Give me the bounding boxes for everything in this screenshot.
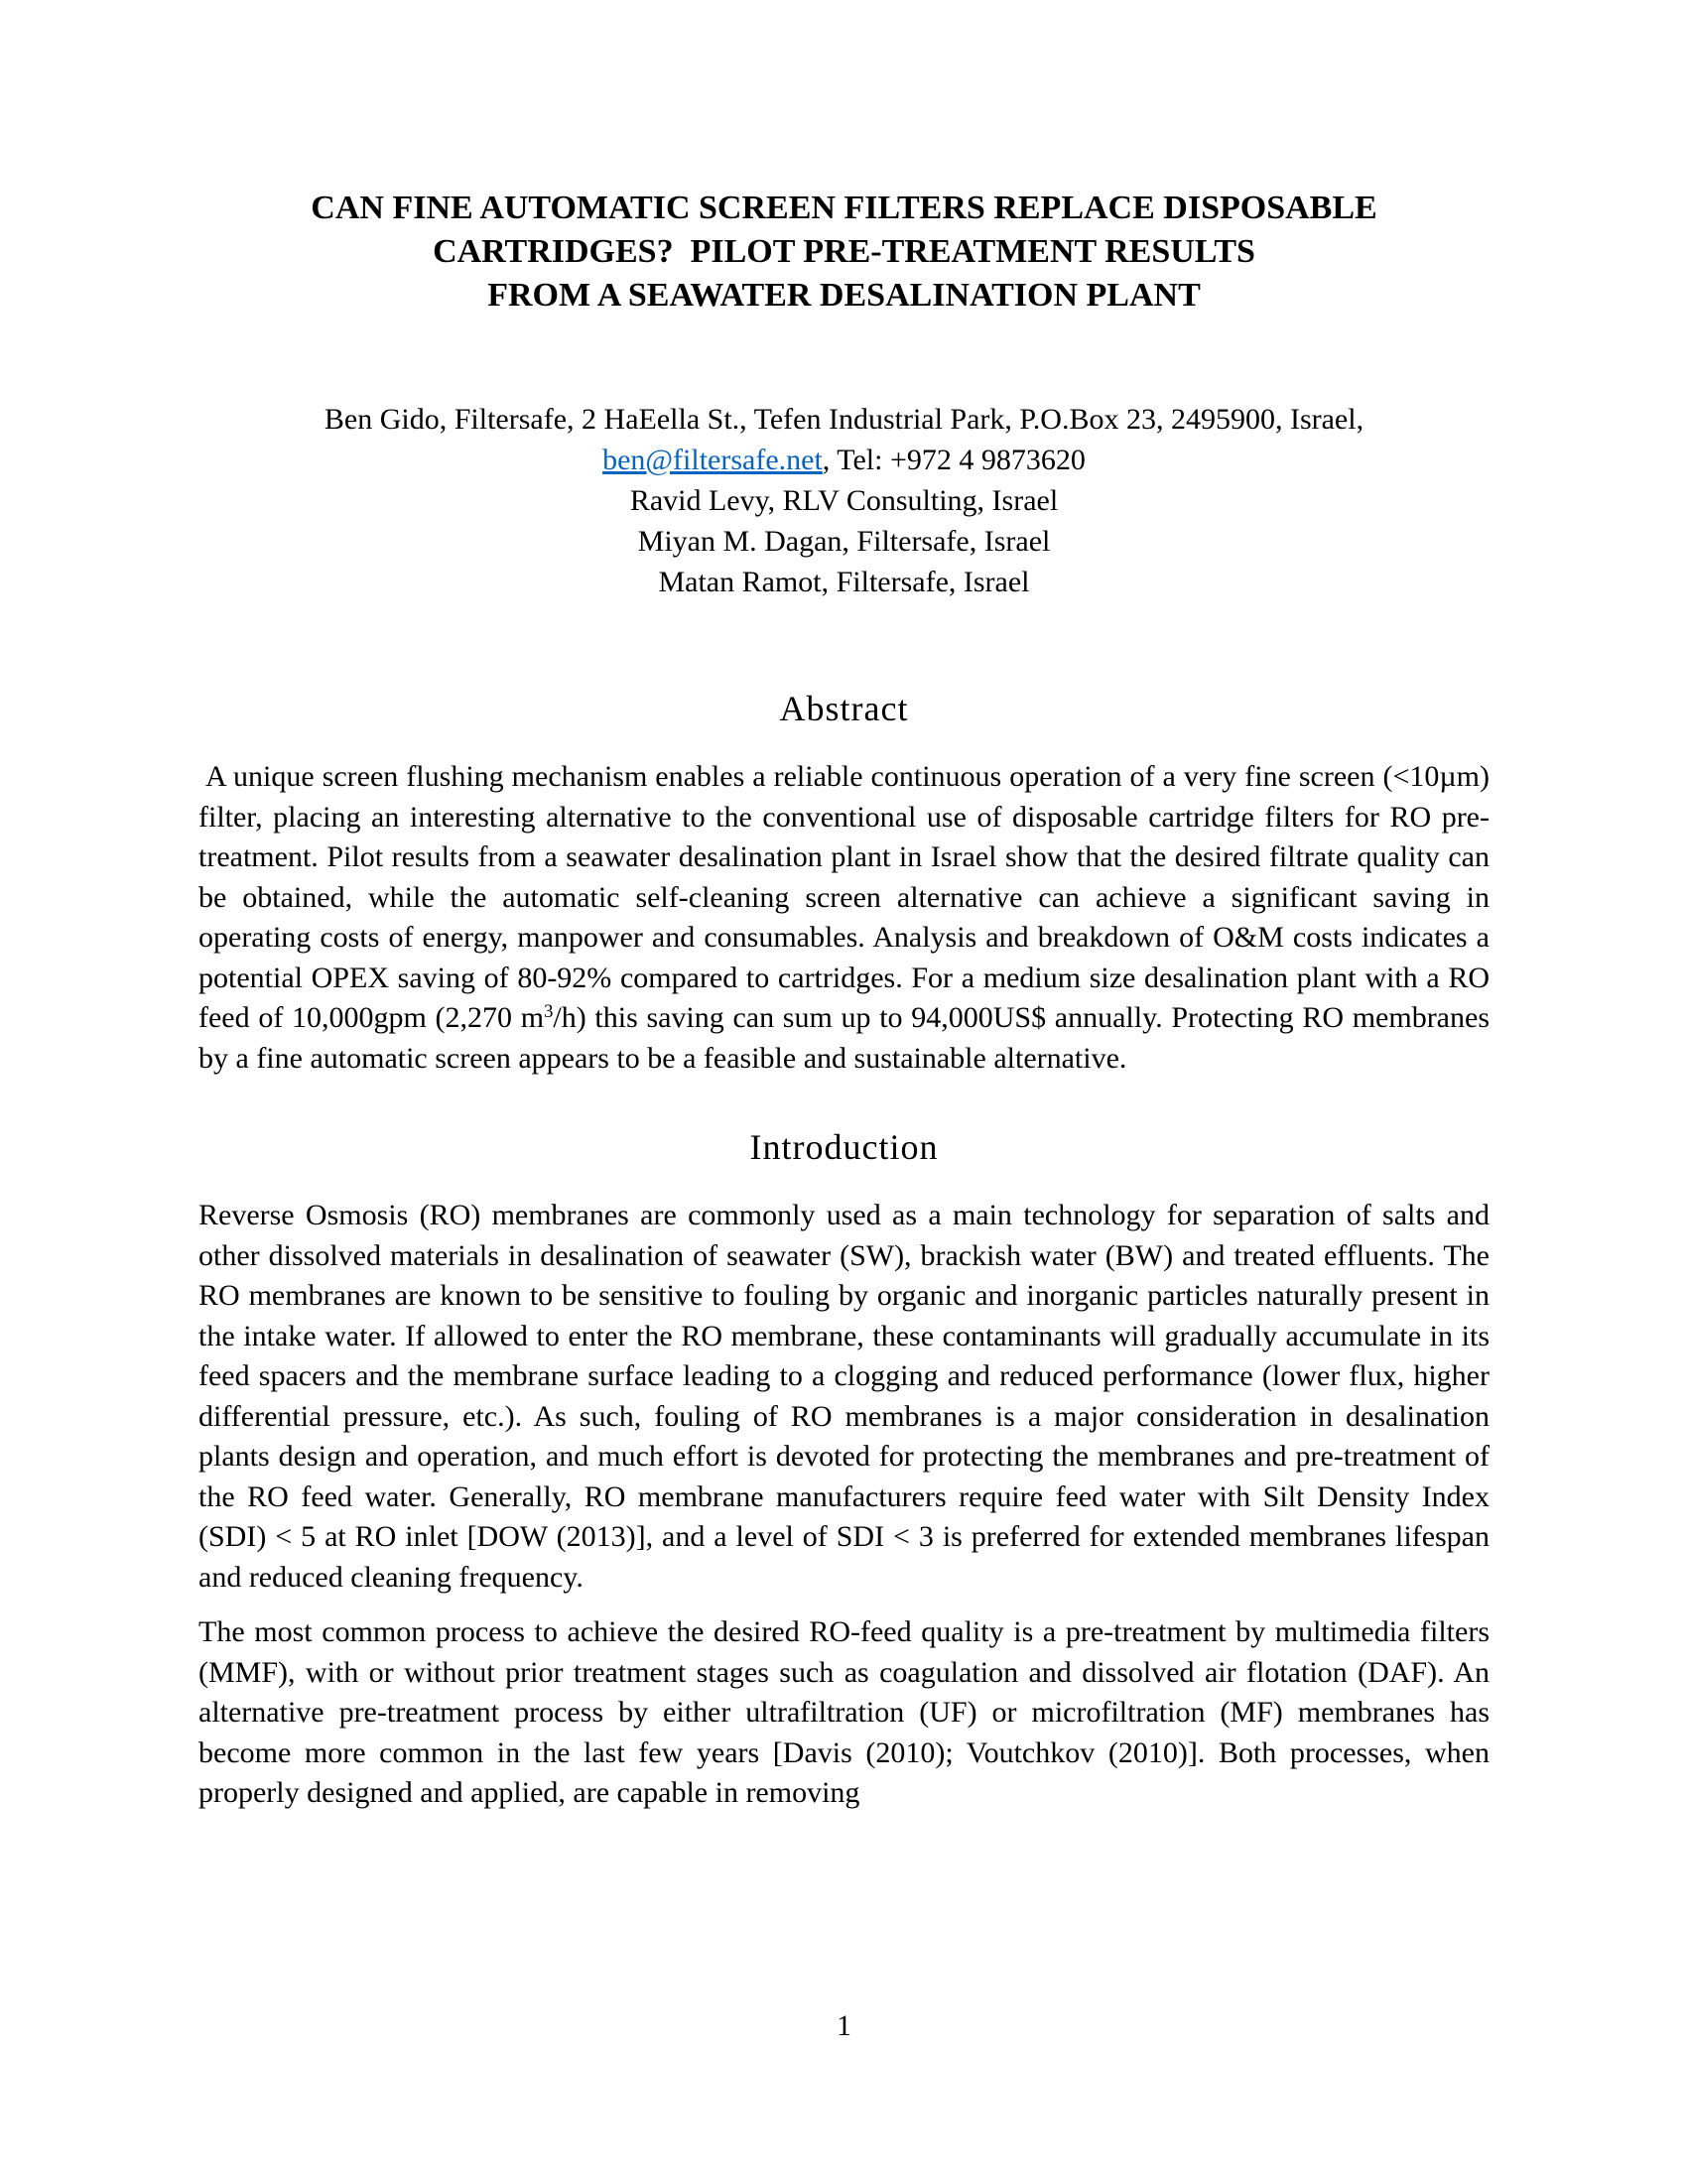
email-link[interactable]: ben@filtersafe.net bbox=[602, 444, 823, 476]
author-line-4: Miyan M. Dagan, Filtersafe, Israel bbox=[637, 525, 1051, 558]
author-line-2-phone: , Tel: +972 4 9873620 bbox=[822, 444, 1086, 476]
paper-title bbox=[198, 187, 1490, 318]
abstract-paragraph bbox=[198, 757, 1490, 1079]
authors-block bbox=[198, 399, 1490, 602]
introduction-heading: Introduction bbox=[749, 1127, 939, 1167]
abstract-superscript: 3 bbox=[544, 1000, 554, 1022]
introduction-paragraph-1: Reverse Osmosis (RO) membranes are commonly used as a main technology for separation of salts and other dissolved materials in desalination of seawater (SW), brackish water (BW) and treated effluents. The RO membranes are known to be sensitive to fouling by organic and inorganic particles naturally present in the intake water. If allowed to enter the RO membrane, these contaminants will gradually accumulate in its feed spacers and the membrane surface leading to a clogging and reduced performance (lower flux, higher differential pressure, etc.). As such, fouling of RO membranes is a major consideration in desalination plants design and operation, and much effort is devoted for protecting the membranes and pre-treatment of the RO feed water. Generally, RO membrane manufacturers require feed water with Silt Density Index (SDI) < 5 at RO inlet [DOW (2013)], and a level of SDI < 3 is preferred for extended membranes lifespan and reduced cleaning frequency. bbox=[198, 1199, 1490, 1594]
author-line-5: Matan Ramot, Filtersafe, Israel bbox=[658, 566, 1030, 598]
author-line-3: Ravid Levy, RLV Consulting, Israel bbox=[629, 484, 1059, 517]
abstract-heading: Abstract bbox=[779, 689, 909, 728]
page-content bbox=[198, 0, 1490, 1814]
abstract-text-before-sup: A unique screen flushing mechanism enables a reliable continuous operation of a very fine screen (<10µm) filter, placing an interesting alternative to the conventional use of disposable cartridge filters for RO pre-treatment. Pilot results from a seawater desalination plant in Israel show that the desired filtrate quality can be obtained, while the automatic self-cleaning screen alternative can achieve a significant saving in operating costs of energy, manpower and consumables. Analysis and breakdown of O&M costs indicates a potential OPEX saving of 80-92% compared to cartridges. For a medium size desalination plant with a RO feed of 10,000gpm (2,270 m bbox=[198, 760, 1490, 1034]
paper-title-line-2: CARTRIDGES? PILOT PRE-TREATMENT RESULTS bbox=[433, 233, 1255, 270]
author-line-2 bbox=[198, 440, 1490, 480]
page-number: 1 bbox=[837, 2009, 851, 2042]
paper-title-line-3: FROM A SEAWATER DESALINATION PLANT bbox=[487, 277, 1201, 314]
paper-title-line-1: CAN FINE AUTOMATIC SCREEN FILTERS REPLACE DISPOSABLE bbox=[311, 190, 1377, 226]
abstract-text-after-sup: /h) this saving can sum up to 94,000US$ annually. Protecting RO membranes by a fine automatic screen appears to be a feasible and sustainable alternative. bbox=[198, 1001, 1490, 1075]
author-line-1: Ben Gido, Filtersafe, 2 HaEella St., Tefen Industrial Park, P.O.Box 23, 2495900, Israel, bbox=[324, 403, 1364, 436]
introduction-paragraph-2: The most common process to achieve the desired RO-feed quality is a pre-treatment by multimedia filters (MMF), with or without prior treatment stages such as coagulation and dissolved air flotation (DAF). An alternative pre-treatment process by either ultrafiltration (UF) or microfiltration (MF) membranes has become more common in the last few years [Davis (2010); Voutchkov (2010)]. Both processes, when properly designed and applied, are capable in removing bbox=[198, 1615, 1490, 1809]
